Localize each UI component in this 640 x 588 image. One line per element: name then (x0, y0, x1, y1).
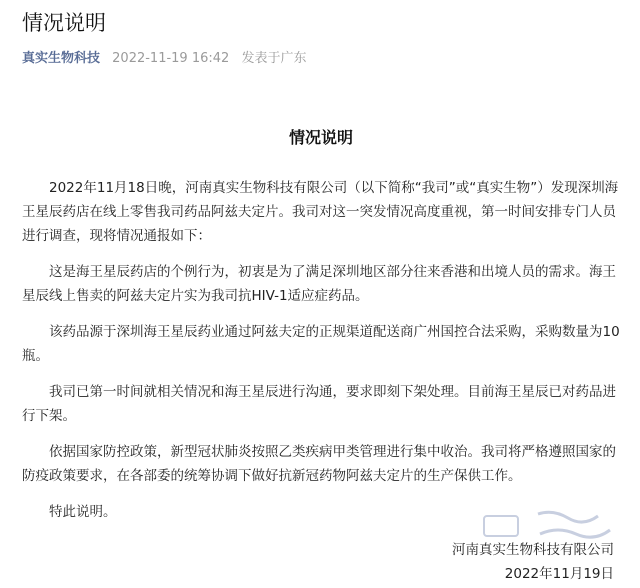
paragraph: 我司已第一时间就相关情况和海王星辰进行沟通，要求即刻下架处理。目前海王星辰已对药品进行下架。 (22, 384, 616, 424)
publish-time: 2022-11-19 16:42 (112, 51, 230, 66)
closing-line: 特此说明。 (49, 504, 117, 520)
article-header (22, 8, 620, 68)
article-heading: 情况说明 (288, 128, 353, 147)
account-name-link[interactable]: 真实生物科技 (22, 51, 101, 66)
signature-block (452, 538, 614, 586)
page-title: 情况说明 (22, 11, 106, 35)
article-body (22, 126, 620, 536)
signature-date: 2022年11月19日 (504, 566, 614, 582)
article-meta (22, 50, 620, 68)
signature-company: 河南真实生物科技有限公司 (452, 542, 614, 558)
publish-location: 发表于广东 (241, 51, 307, 66)
paragraph: 这是海王星辰药店的个例行为，初衷是为了满足深圳地区部分往来香港和出境人员的需求。海王星辰线上售卖的阿兹夫定片实为我司抗HIV-1适应症药品。 (22, 264, 616, 304)
paragraph: 该药品源于深圳海王星辰药业通过阿兹夫定的正规渠道配送商广州国控合法采购，采购数量为10瓶。 (22, 324, 620, 364)
paragraph: 依据国家防控政策，新型冠状肺炎按照乙类疾病甲类管理进行集中收治。我司将严格遵照国家的防疫政策要求，在各部委的统筹协调下做好抗新冠药物阿兹夫定片的生产保供工作。 (22, 444, 616, 484)
paragraph: 2022年11月18日晚，河南真实生物科技有限公司（以下简称“我司”或“真实生物”）发现深圳海王星辰药店在线上零售我司药品阿兹夫定片。我司对这一突发情况高度重视，第一时间安排专门人员进行调查，现将情况通报如下： (22, 180, 619, 244)
